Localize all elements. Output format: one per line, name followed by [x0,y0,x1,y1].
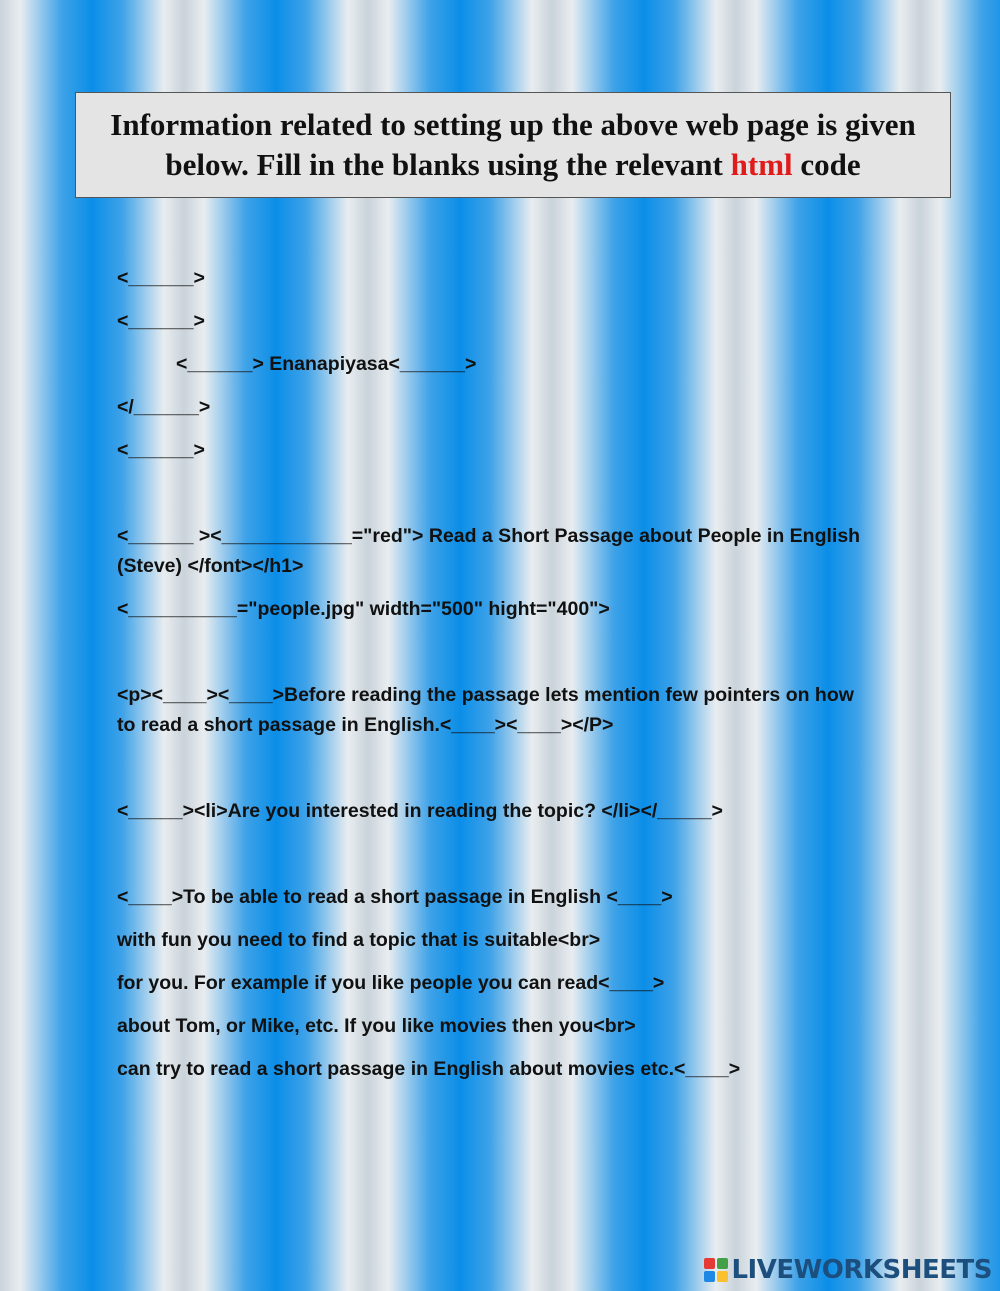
code-line-15: about Tom, or Mike, etc. If you like movies then you<br> [117,1015,636,1037]
liveworksheets-logo[interactable] [704,1255,992,1285]
instruction-box [75,92,951,198]
code-line-2: <______> [117,310,205,332]
logo-grid-icon [704,1258,728,1282]
brand-name: LIVEWORKSHEETS [731,1255,992,1285]
code-line-10: to read a short passage in English.<____><____></P> [117,714,614,736]
instruction-html-keyword: html [730,147,793,182]
logo-square-yellow [717,1271,728,1282]
code-line-12: <____>To be able to read a short passage in English <____> [117,886,673,908]
code-line-11: <_____><li>Are you interested in reading the topic? </li></_____> [117,800,723,822]
logo-square-green [717,1258,728,1269]
code-line-8: <__________="people.jpg" width="500" hight="400"> [117,598,610,620]
code-line-6: <______ ><____________="red"> Read a Short Passage about People in English [117,525,861,547]
code-line-9: <p><____><____>Before reading the passage lets mention few pointers on how [117,684,854,706]
code-line-7: (Steve) </font></h1> [117,555,304,577]
code-line-5: <______> [117,439,205,461]
code-line-3: <______> Enanapiyasa<______> [176,353,477,375]
instruction-text-main: Information related to setting up the above web page is given below. Fill in the blanks using the relevant [110,107,916,182]
logo-square-red [704,1258,715,1269]
code-line-13: with fun you need to find a topic that is suitable<br> [117,929,601,951]
code-line-4: </______> [117,396,211,418]
code-line-16: can try to read a short passage in English about movies etc.<____> [117,1058,741,1080]
code-line-14: for you. For example if you like people you can read<____> [117,972,665,994]
logo-square-blue [704,1271,715,1282]
code-line-1: <______> [117,267,205,289]
instruction-text [76,105,950,185]
instruction-text-end: code [800,147,861,182]
